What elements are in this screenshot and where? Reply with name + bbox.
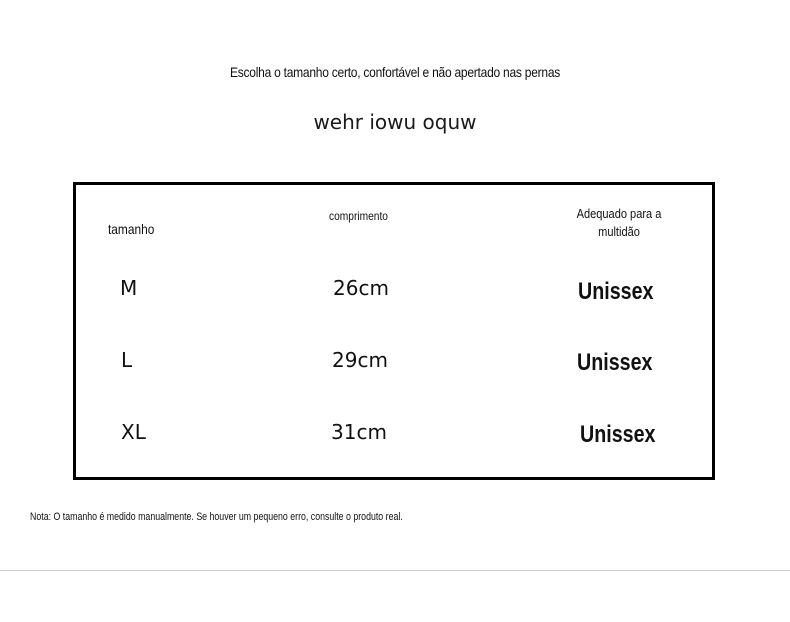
bottom-divider <box>0 570 790 571</box>
row-l-fit: Unissex <box>577 349 653 376</box>
row-xl-fit: Unissex <box>580 421 656 448</box>
measurement-note: Nota: O tamanho é medido manualmente. Se houver um pequeno erro, consulte o produto real. <box>30 511 403 523</box>
row-m-size: M <box>120 276 138 300</box>
size-table <box>73 182 715 480</box>
row-xl-length: 31cm <box>331 420 387 444</box>
header-length: comprimento <box>329 209 388 223</box>
row-xl-size: XL <box>121 420 146 444</box>
header-fit: Adequado para a multidão <box>576 206 662 239</box>
row-m-length: 26cm <box>333 276 389 300</box>
row-m-fit: Unissex <box>578 278 654 305</box>
row-l-size: L <box>121 348 133 372</box>
page-headline: Escolha o tamanho certo, confortável e não apertado nas pernas <box>229 64 561 80</box>
header-size: tamanho <box>108 221 155 237</box>
row-l-length: 29cm <box>332 348 388 372</box>
page-subtitle: wehr iowu oquw <box>313 110 477 134</box>
